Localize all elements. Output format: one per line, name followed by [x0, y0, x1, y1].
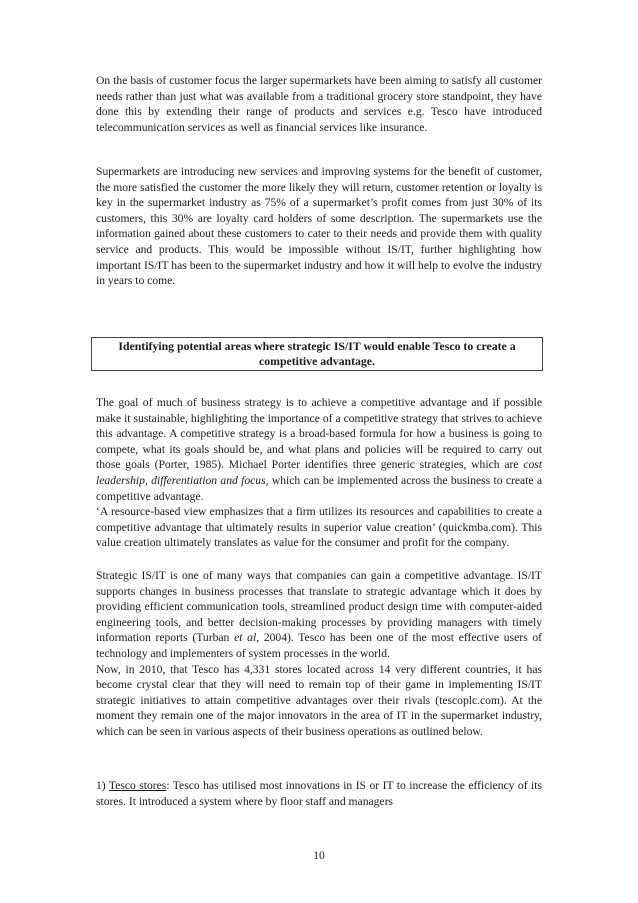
page-number: 10	[313, 849, 325, 862]
paragraph-tesco-stores	[96, 778, 542, 809]
isit-text: Strategic IS/IT is one of many ways that companies can gain a competitive advantage. IS/IT supports changes in business processes that translate to strategic advantage which it does by providing efficient communication tools, streamlined product design time with computer-aided engineering tools, and better decision-making processes by providing managers with timely information reports (Turban	[96, 569, 542, 645]
tesco-stores-term: Tesco stores	[108, 779, 167, 792]
strategy-text: The goal of much of business strategy is to achieve a competitive advantage and if possible make it sustainable, highlighting the importance of a competitive strategy that strives to achieve this advantage. A competitive strategy is a broad-based formula for how a business is going to compete, what its goals should be, and what plans and policies will be required to carry out those goals (Porter, 1985). Michael Porter identifies three generic strategies, which are	[96, 396, 542, 472]
generic-strategies-italic: cost leadership, differentiation and focus	[96, 458, 542, 487]
et-al-italic: et al	[234, 631, 257, 645]
isit-text-end: , 2004). Tesco has been one of the most effective users of technology and implementers of system processes in the world.	[96, 631, 542, 660]
list-number: 1)	[96, 779, 109, 792]
section-heading: Identifying potential areas where strategic IS/IT would enable Tesco to create a competitive advantage.	[118, 339, 516, 369]
tesco-stores-text: : Tesco has utilised most innovations in IS or IT to increase the efficiency of its stores. It introduced a system where by floor staff and managers	[96, 779, 542, 808]
tesco-2010-text: Now, in 2010, that Tesco has 4,331 stores located across 14 very different countries, it has become crystal clear that they will need to remain top of their game in implementing IS/IT strategic initiatives to attain competitive advantages over their rivals (tescoplc.com). At the moment they remain one of the major innovators in the area of IT in the supermarket industry, which can be seen in various aspects of their business operations as outlined below.	[96, 662, 542, 738]
paragraph-customer-focus: On the basis of customer focus the larger supermarkets have been aiming to satisfy all customer needs rather than just what was available from a traditional grocery store standpoint, they have done this by extending their range of products and services e.g. Tesco have introduced telecommunication services as well as financial services like insurance.	[96, 74, 542, 134]
paragraph-competitive-strategy	[96, 395, 542, 551]
paragraph-strategic-isit	[96, 568, 542, 740]
resource-based-quote: ‘A resource-based view emphasizes that a firm utilizes its resources and capabilities to create a competitive advantage that ultimately results in superior value creation’ (quickmba.com). This value creation ultimately translates as value for the consumer and profit for the company.	[96, 505, 542, 550]
paragraph-customer-loyalty: Supermarkets are introducing new services and improving systems for the benefit of customer, the more satisfied the customer the more likely they will return, customer retention or loyalty is key in the supermarket industry as 75% of a supermarket’s profit comes from just 30% of its customers, this 30% are loyalty card holders of some description. The supermarkets use the information gained about these customers to cater to their needs and provide them with quality service and products. This would be impossible without IS/IT, further highlighting how important IS/IT has been to the supermarket industry and how it will help to evolve the industry in years to come.	[96, 165, 542, 288]
section-heading-box	[91, 337, 543, 371]
strategy-text-end: , which can be implemented across the business to create a competitive advantage.	[96, 473, 542, 503]
